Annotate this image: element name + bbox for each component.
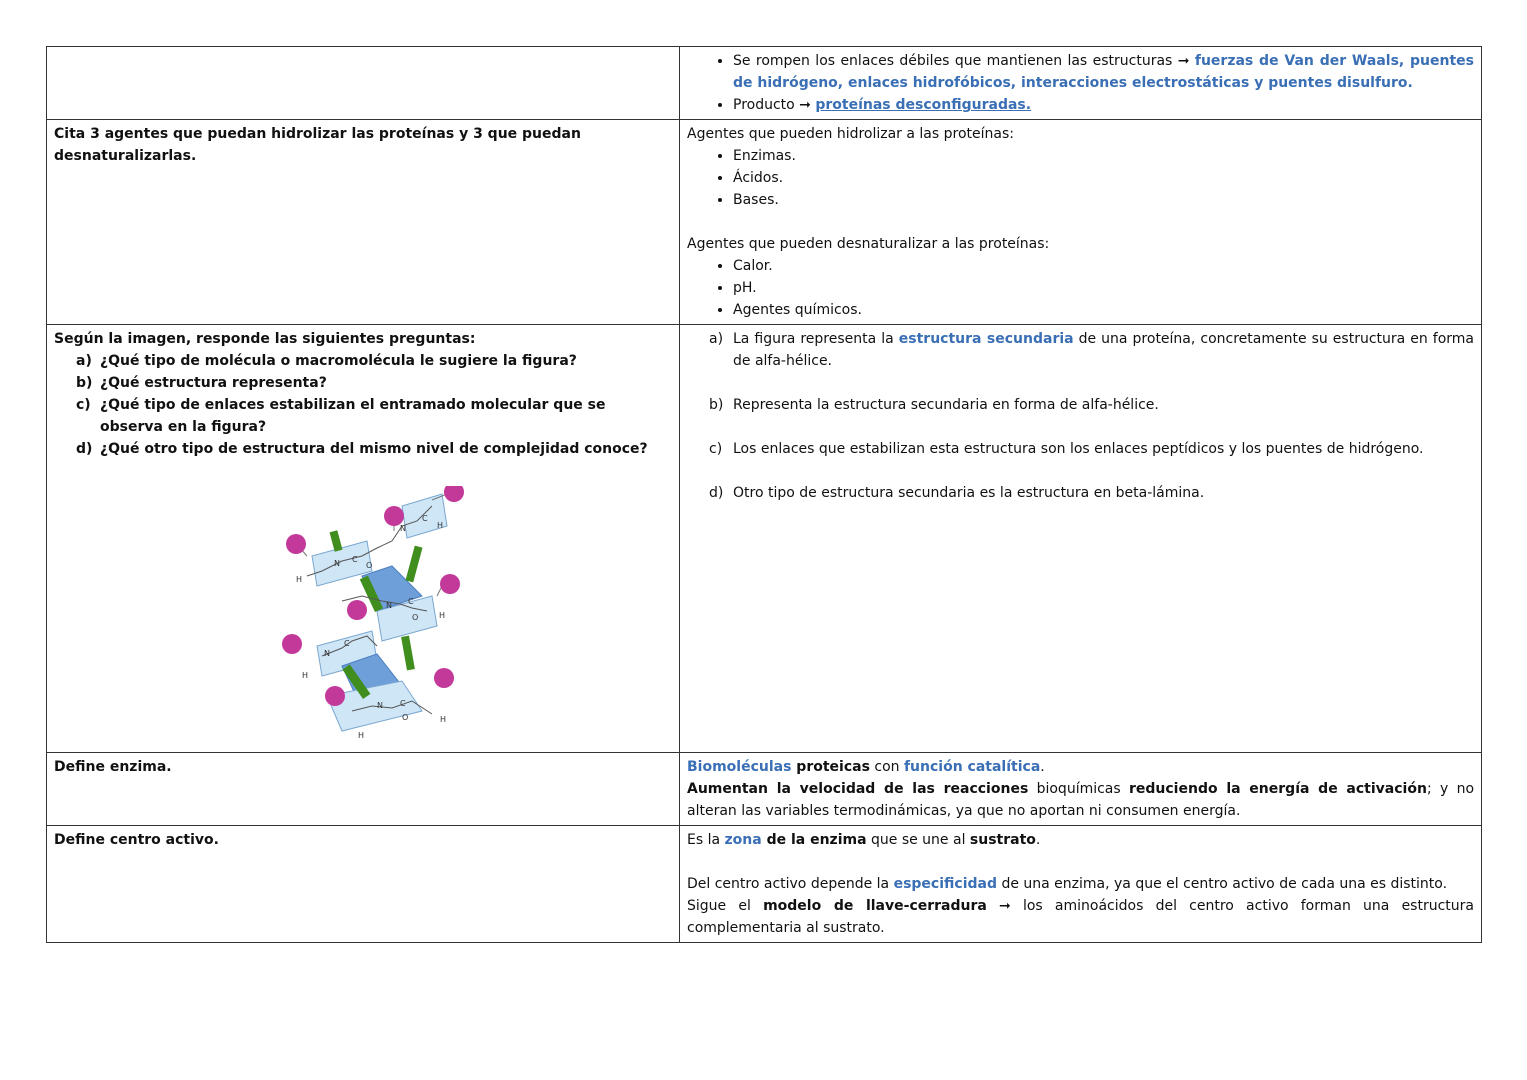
atom-label: N: [334, 559, 340, 568]
atom-label: H: [358, 731, 365, 740]
r-group: [286, 534, 306, 554]
denature-title: Agentes que pueden desnaturalizar a las proteínas:: [687, 236, 1050, 252]
active-site-line: Sigue el modelo de llave-cerradura ➞ los aminoácidos del centro activo forman una estructura complementaria al sustrato.: [687, 898, 1474, 936]
table-row: [47, 120, 1482, 325]
h-bond: [330, 530, 343, 551]
question-cell: [47, 47, 680, 120]
h-bond: [401, 636, 415, 671]
atom-label: H: [439, 611, 446, 620]
atom-label: N: [386, 601, 392, 610]
list-item: • Enzimas.: [733, 145, 1474, 167]
list-item: • Agentes químicos.: [733, 299, 1474, 321]
active-site-line: Es la zona de la enzima que se une al sustrato.: [687, 832, 1041, 848]
list-item: a) La figura representa la estructura secundaria de una proteína, concretamente su estructura en forma de alfa-hélice.: [709, 331, 1474, 369]
list-item: • Ácidos.: [733, 167, 1474, 189]
r-group: [434, 668, 454, 688]
r-group: [325, 686, 345, 706]
list-item: d) ¿Qué otro tipo de estructura del mismo nivel de complejidad conoce?: [76, 441, 648, 457]
atom-label: C: [352, 555, 358, 564]
list-item: b) Representa la estructura secundaria en forma de alfa-hélice.: [709, 397, 1159, 413]
list-item: c) Los enlaces que estabilizan esta estructura son los enlaces peptídicos y los puentes de hidrógeno.: [709, 441, 1424, 457]
atom-label: C: [400, 699, 406, 708]
answer-list: [687, 328, 1474, 504]
list-item: • pH.: [733, 277, 1474, 299]
hydrolize-title: Agentes que pueden hidrolizar a las proteínas:: [687, 126, 1014, 142]
table-row: [47, 753, 1482, 826]
table-row: [47, 47, 1482, 120]
r-group: [440, 574, 460, 594]
hydrolize-list: [687, 145, 1474, 211]
alpha-helix-illustration: [282, 486, 482, 748]
atom-label: C: [422, 514, 428, 523]
list-item: • Se rompen los enlaces débiles que mantienen las estructuras ➞ fuerzas de Van der Waals, puentes de hidrógeno, enlaces hidrofóbicos, interacciones electrostáticas y puentes disulfuro.: [733, 50, 1474, 94]
atom-label: O: [402, 713, 409, 722]
atom-label: N: [400, 524, 406, 533]
question-title: Según la imagen, responde las siguientes preguntas:: [54, 331, 476, 347]
list-item: • Calor.: [733, 255, 1474, 277]
r-group: [384, 506, 404, 526]
atom-label: H: [440, 715, 447, 724]
r-group: [347, 600, 367, 620]
answer-cell: [680, 120, 1482, 325]
alpha-helix-figure: [282, 486, 482, 748]
bullet-list: [687, 50, 1474, 116]
denature-list: [687, 255, 1474, 321]
answer-cell: [680, 753, 1482, 826]
list-item: a) ¿Qué tipo de molécula o macromolécula le sugiere la figura?: [76, 353, 577, 369]
atom-label: H: [296, 575, 303, 584]
h-bond: [405, 546, 422, 583]
atom-label: O: [412, 613, 419, 622]
question-cell: Cita 3 agentes que puedan hidrolizar las proteínas y 3 que puedan desnaturalizarlas.: [47, 120, 680, 325]
atom-label: O: [366, 561, 373, 570]
list-item: b) ¿Qué estructura representa?: [76, 375, 327, 391]
active-site-line: Del centro activo depende la especificidad de una enzima, ya que el centro activo de cada una es distinto.: [687, 876, 1448, 892]
answer-cell: [680, 325, 1482, 753]
list-item: • Producto ➞ proteínas desconfiguradas.: [733, 94, 1474, 116]
enzyme-definition-line: Biomoléculas proteicas con función catalítica.: [687, 759, 1045, 775]
atom-label: C: [344, 639, 350, 648]
list-item: d) Otro tipo de estructura secundaria es la estructura en beta-lámina.: [709, 485, 1205, 501]
table-row: [47, 826, 1482, 943]
atom-label: C: [408, 597, 414, 606]
table-row: [47, 325, 1482, 753]
enzyme-definition-line: Aumentan la velocidad de las reacciones bioquímicas reduciendo la energía de activación; y no alteran las variables termodinámicas, ya que no aportan ni consumen energía.: [687, 781, 1475, 819]
question-list: [54, 350, 672, 460]
answer-cell: [680, 826, 1482, 943]
qa-table: [46, 46, 1482, 943]
atom-label: H: [302, 671, 309, 680]
atom-label: N: [324, 649, 330, 658]
question-cell: [47, 325, 680, 753]
r-group: [282, 634, 302, 654]
question-cell: Define centro activo.: [47, 826, 680, 943]
atom-label: N: [377, 701, 383, 710]
atom-label: H: [437, 521, 444, 530]
r-group: [444, 486, 464, 502]
list-item: • Bases.: [733, 189, 1474, 211]
question-cell: Define enzima.: [47, 753, 680, 826]
answer-cell: [680, 47, 1482, 120]
list-item: c) ¿Qué tipo de enlaces estabilizan el entramado molecular que se observa en la figura?: [76, 397, 606, 435]
